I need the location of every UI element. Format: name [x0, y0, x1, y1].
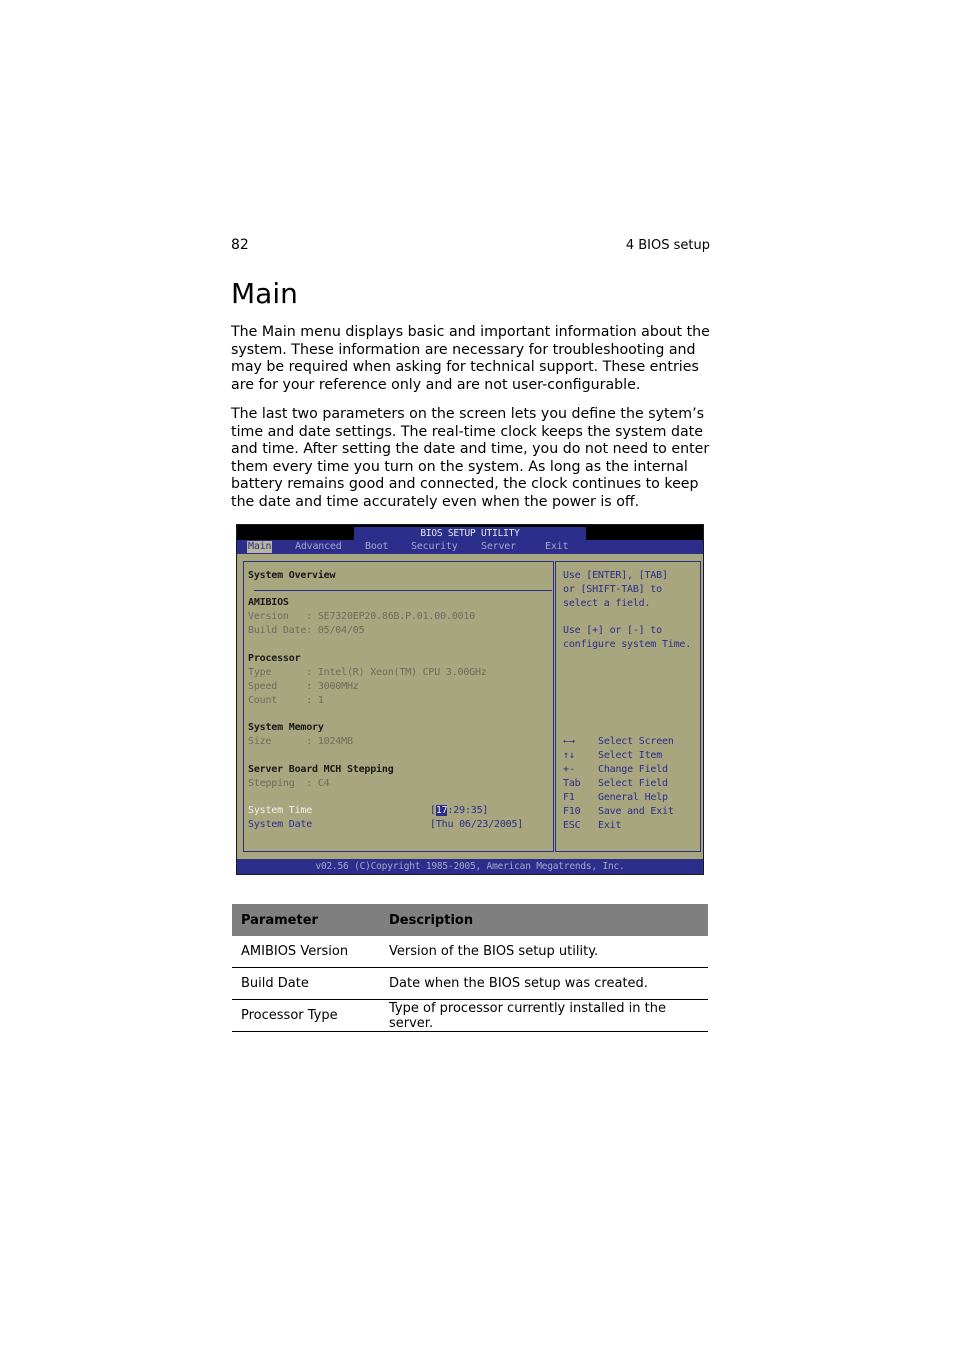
bios-key: F10: [563, 806, 581, 817]
bios-time-open: [: [430, 805, 436, 816]
running-head: 4 BIOS setup: [625, 238, 710, 253]
bios-version: Version : SE7320EP20.86B.P.01.00.0010: [248, 611, 475, 622]
bios-key-action: Save and Exit: [598, 806, 674, 817]
bios-system-date-label[interactable]: System Date: [248, 819, 313, 830]
bios-menubar: [237, 540, 703, 554]
bios-amibios-heading: AMIBIOS: [248, 597, 289, 608]
bios-info-panel: [243, 561, 554, 852]
page-number: 82: [231, 237, 249, 253]
bios-processor-type: Type : Intel(R) Xeon(TM) CPU 3.00GHz: [248, 667, 487, 678]
bios-copyright-footer: v02.56 (C)Copyright 1985-2005, American Megatrends, Inc.: [237, 859, 703, 874]
bios-key: F1: [563, 792, 575, 803]
bios-processor-heading: Processor: [248, 653, 301, 664]
time-date-paragraph: The last two parameters on the screen lets you define the sytem’s time and date settings. The real-time clock keeps the system date and time. After setting the date and time, you do not need to enter them every time you turn on the system. As long as the internal battery remains good and connected, the clock continues to keep the date and time accurately even when the power is off.: [231, 406, 710, 510]
bios-overview-heading: System Overview: [248, 570, 336, 581]
bios-menu-server: Server: [481, 541, 516, 552]
bios-key: ESC: [563, 820, 581, 831]
table-header-row: [232, 904, 708, 936]
description-cell: Type of processor currently installed in the server.: [380, 1000, 708, 1032]
bios-stepping: Stepping : C4: [248, 778, 330, 789]
bios-help-line: or [SHIFT-TAB] to: [563, 584, 662, 595]
bios-help-line: select a field.: [563, 598, 651, 609]
bios-time-cursor: 17: [435, 805, 448, 816]
parameter-cell: Processor Type: [232, 1000, 380, 1032]
bios-titlebar: [237, 525, 703, 540]
table-row: [232, 936, 708, 968]
bios-memory-heading: System Memory: [248, 722, 324, 733]
description-cell: Date when the BIOS setup was created.: [380, 968, 708, 1000]
column-header-description: Description: [380, 904, 708, 936]
bios-key-action: General Help: [598, 792, 668, 803]
bios-system-time-value[interactable]: [430, 805, 488, 817]
bios-separator: [254, 590, 552, 591]
bios-key-action: Change Field: [598, 764, 668, 775]
bios-help-line: Use [+] or [-] to: [563, 625, 662, 636]
bios-menu-main: Main: [248, 541, 272, 552]
bios-build-date: Build Date: 05/04/05: [248, 625, 365, 636]
bios-menu-security: Security: [411, 541, 458, 552]
bios-key: Tab: [563, 778, 581, 789]
bios-help-panel: [555, 561, 701, 852]
bios-processor-speed: Speed : 3000MHz: [248, 681, 359, 692]
bios-menu-exit: Exit: [545, 541, 569, 552]
parameter-table: [232, 904, 708, 1032]
bios-key-action: Select Item: [598, 750, 663, 761]
bios-key: +-: [563, 764, 575, 775]
bios-board-heading: Server Board MCH Stepping: [248, 764, 394, 775]
description-cell: Version of the BIOS setup utility.: [380, 936, 708, 968]
page-title: Main: [231, 277, 298, 310]
parameter-cell: AMIBIOS Version: [232, 936, 380, 968]
bios-system-date-value[interactable]: [Thu 06/23/2005]: [430, 819, 524, 830]
bios-key: ↑↓: [563, 750, 575, 761]
bios-key-action: Select Screen: [598, 736, 674, 747]
bios-system-time-label[interactable]: System Time: [248, 805, 313, 816]
intro-paragraph: The Main menu displays basic and important information about the system. These information are necessary for troubleshooting and may be required when asking for technical support. These entries are for your reference only and are not user-configurable.: [231, 324, 710, 393]
column-header-parameter: Parameter: [232, 904, 380, 936]
bios-menu-boot: Boot: [365, 541, 389, 552]
bios-processor-count: Count : 1: [248, 695, 324, 706]
bios-key-action: Select Field: [598, 778, 668, 789]
bios-help-line: Use [ENTER], [TAB]: [563, 570, 668, 581]
bios-help-line: configure system Time.: [563, 639, 692, 650]
table-row: [232, 968, 708, 1000]
bios-memory-size: Size : 1024MB: [248, 736, 353, 747]
bios-key: ←→: [563, 736, 575, 747]
bios-menu-advanced: Advanced: [295, 541, 342, 552]
table-row: [232, 1000, 708, 1032]
bios-time-rest: :29:35]: [447, 805, 489, 816]
bios-title: BIOS SETUP UTILITY: [354, 527, 586, 540]
bios-key-action: Exit: [598, 820, 622, 831]
parameter-cell: Build Date: [232, 968, 380, 1000]
bios-screenshot: [236, 524, 704, 875]
